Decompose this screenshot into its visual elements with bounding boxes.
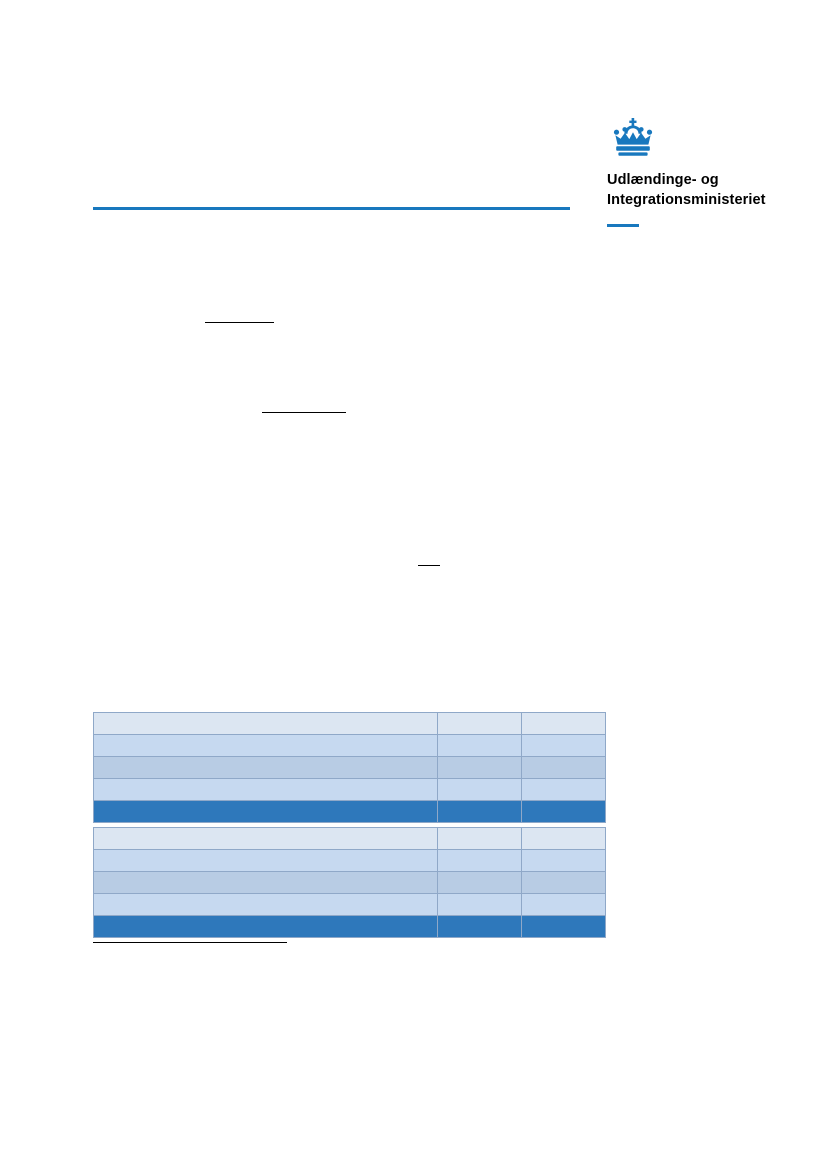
table-cell: [522, 713, 606, 735]
table-row-total: [94, 801, 606, 823]
table-cell: [94, 801, 438, 823]
table-row: [94, 757, 606, 779]
table-cell: [94, 850, 438, 872]
table-row-total: [94, 916, 606, 938]
table-cell: [522, 757, 606, 779]
table-cell: [94, 872, 438, 894]
table-cell: [94, 757, 438, 779]
table-row: [94, 872, 606, 894]
ministry-name: [607, 170, 807, 210]
underline-mark-2: [262, 412, 346, 413]
table-cell: [438, 916, 522, 938]
underline-mark-1: [205, 322, 274, 323]
table-row: [94, 828, 606, 850]
ministry-name-line-1: Udlændinge- og: [607, 172, 719, 188]
table-row: [94, 779, 606, 801]
table-cell: [438, 735, 522, 757]
table-cell: [438, 779, 522, 801]
table-cell: [94, 779, 438, 801]
table-cell: [438, 872, 522, 894]
table-cell: [438, 850, 522, 872]
table-row: [94, 713, 606, 735]
brand-accent-rule: [607, 224, 639, 227]
ministry-name-line-2: Integrationsministeriet: [607, 192, 766, 208]
table-upper: [93, 712, 606, 823]
table-cell: [438, 894, 522, 916]
table-row: [94, 735, 606, 757]
table-cell: [522, 894, 606, 916]
footnote-separator: [93, 942, 287, 943]
table-cell: [94, 916, 438, 938]
danish-royal-crown-icon: [607, 118, 659, 160]
table-cell: [522, 801, 606, 823]
table-cell: [94, 735, 438, 757]
table-cell: [522, 779, 606, 801]
underline-mark-3: [418, 565, 440, 566]
table-lower: [93, 827, 606, 938]
table-row: [94, 894, 606, 916]
table-cell: [522, 828, 606, 850]
table-cell: [94, 713, 438, 735]
table-cell: [522, 916, 606, 938]
table-row: [94, 850, 606, 872]
table-cell: [522, 735, 606, 757]
table-cell: [94, 894, 438, 916]
table-cell: [94, 828, 438, 850]
table-cell: [438, 801, 522, 823]
letterhead: [607, 118, 807, 227]
table-cell: [438, 757, 522, 779]
table-cell: [438, 828, 522, 850]
table-cell: [438, 713, 522, 735]
table-cell: [522, 872, 606, 894]
table-cell: [522, 850, 606, 872]
header-rule: [93, 207, 570, 210]
